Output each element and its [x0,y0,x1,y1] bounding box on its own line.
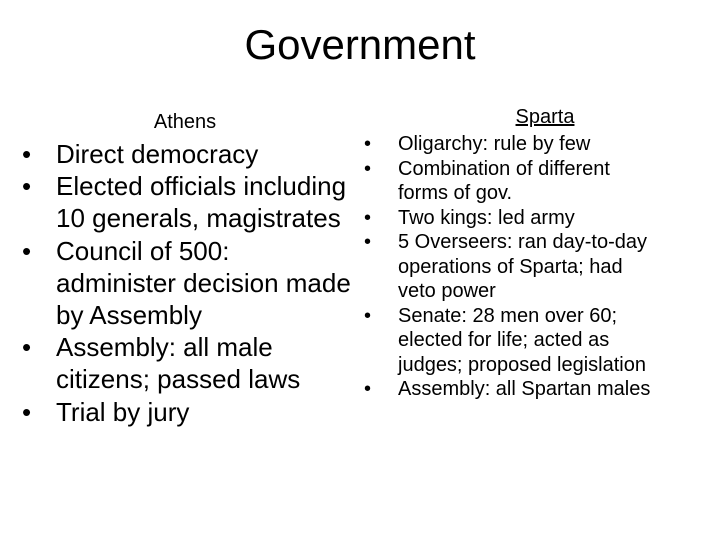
bullet-icon: • [364,304,372,327]
athens-item-4 [22,331,352,395]
athens-item-2 [22,170,352,234]
bullet-icon: • [364,133,372,155]
athens-list [22,138,352,428]
sparta-item-3 [364,206,664,231]
bullet-icon: • [364,206,372,229]
sparta-item-6 [364,377,664,402]
bullet-icon: • [22,396,32,427]
athens-item-text: Trial by jury [56,396,190,427]
sparta-item-text: 5 Overseers: ran day-to-day operations of Sparta; had veto power [398,231,647,302]
athens-item-3 [22,235,352,332]
slide-title: Government [244,21,476,68]
bullet-icon: • [364,231,372,253]
sparta-item-4 [364,230,664,304]
sparta-item-2 [364,157,664,206]
bullet-icon: • [22,235,32,266]
sparta-item-text: Oligarchy: rule by few [398,133,591,155]
sparta-item-text: Assembly: all Spartan males [398,378,651,400]
bullet-icon: • [364,378,372,400]
sparta-item-1 [364,132,664,157]
sparta-item-text: Two kings: led army [398,206,575,229]
athens-item-5 [22,396,352,428]
athens-item-text: Direct democracy [56,139,259,169]
bullet-icon: • [364,157,372,180]
athens-item-text: Assembly: all male citizens; passed laws [56,332,301,395]
bullet-icon: • [22,139,32,169]
sparta-item-text: Combination of different forms of gov. [398,157,610,204]
sparta-item-5 [364,304,664,378]
athens-item-text: Elected officials including 10 generals, magistrates [56,171,347,234]
bullet-icon: • [22,332,32,363]
athens-item-1 [22,138,352,170]
sparta-item-text: Senate: 28 men over 60; elected for life; acted as judges; proposed legislation [398,304,646,376]
sparta-list [364,132,664,402]
bullet-icon: • [22,171,32,202]
sparta-heading: Sparta [515,106,575,128]
athens-heading: Athens [153,111,217,133]
athens-item-text: Council of 500: administer decision made by Assembly [56,235,351,331]
